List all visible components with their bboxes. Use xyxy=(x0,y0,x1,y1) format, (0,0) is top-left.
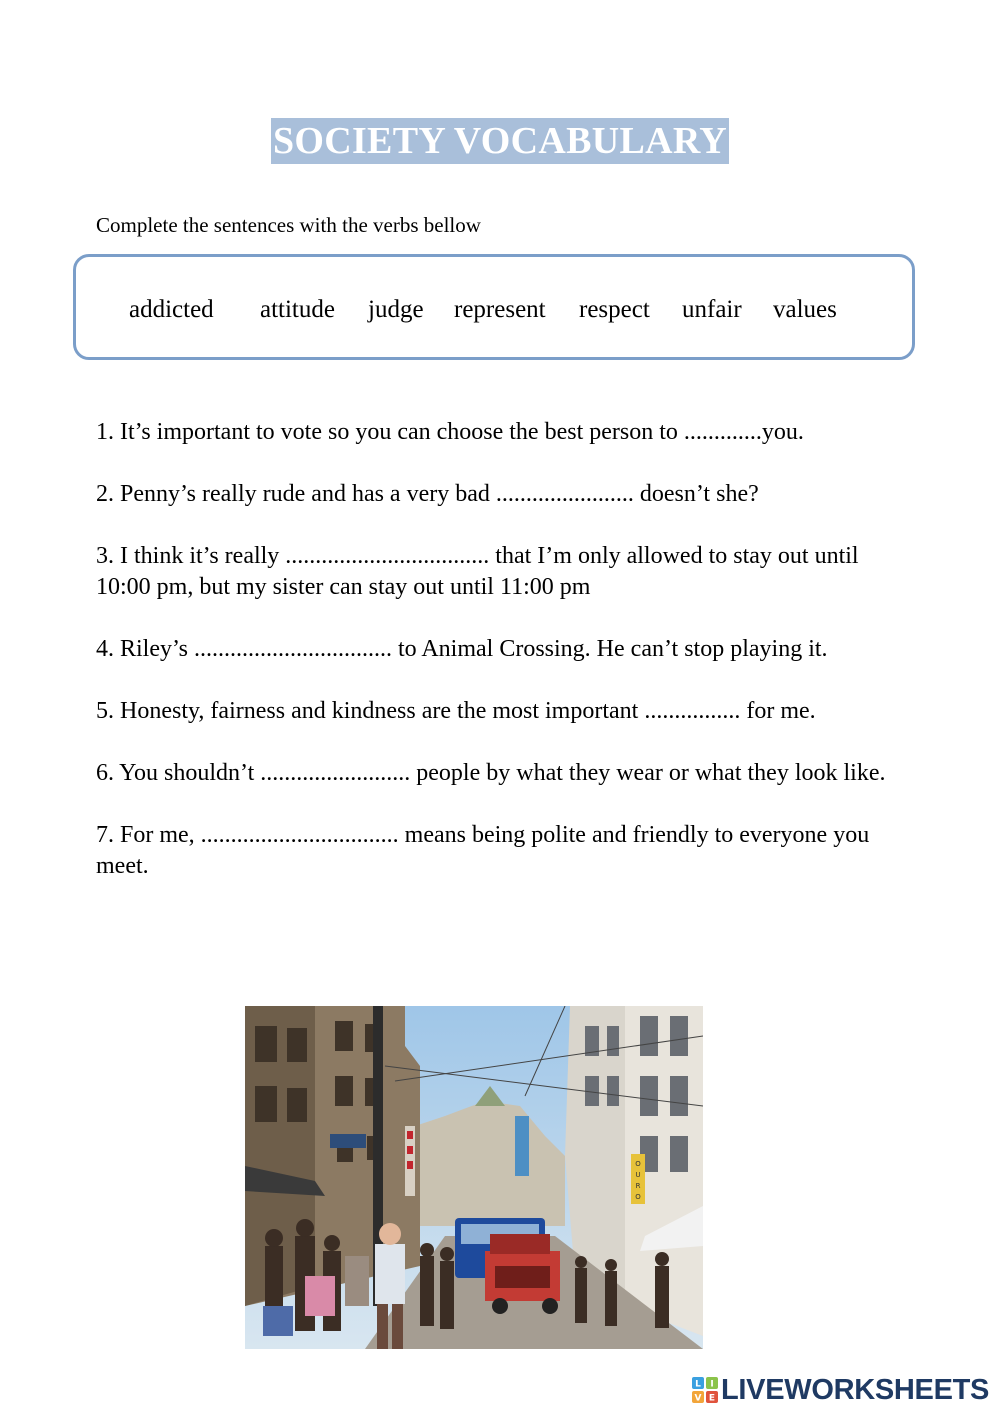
sentence-item: 6. You shouldn’t ......................... people by what they wear or what they look like. xyxy=(96,760,886,786)
word-bank-item[interactable]: values xyxy=(773,296,837,323)
sentence-item: 3. I think it’s really .................................. that I’m only allowed to stay out until 10:00 pm, but my sister can stay out until 11:00 pm xyxy=(96,543,859,600)
worksheet-title: SOCIETY VOCABULARY xyxy=(272,120,728,162)
liveworksheets-logo-icon xyxy=(692,1377,718,1403)
street-photo xyxy=(245,1006,703,1349)
sentence-list xyxy=(96,417,916,913)
word-bank-item[interactable]: judge xyxy=(368,296,424,323)
brand-name[interactable]: LIVEWORKSHEETS xyxy=(721,1373,990,1406)
word-bank-box xyxy=(73,254,915,360)
brand-footer xyxy=(692,1372,989,1408)
sentence-item: 7. For me, ................................. means being polite and friendly to everyone you meet. xyxy=(96,822,870,879)
street-photo-image xyxy=(245,1006,703,1349)
logo-letter: I xyxy=(710,1379,714,1390)
word-bank-item[interactable]: unfair xyxy=(682,296,742,323)
word-bank-item[interactable]: addicted xyxy=(129,296,214,323)
sentence-item: 1. It’s important to vote so you can choose the best person to .............you. xyxy=(96,419,804,445)
sentence-item: 4. Riley’s ................................. to Animal Crossing. He can’t stop playing it. xyxy=(96,636,828,662)
instruction-text: Complete the sentences with the verbs bellow xyxy=(96,213,481,237)
title-container xyxy=(0,118,1000,164)
ouro-sign: U xyxy=(635,1171,641,1179)
ouro-sign: R xyxy=(635,1182,641,1190)
ouro-sign: O xyxy=(635,1160,641,1168)
ouro-sign: O xyxy=(635,1193,641,1201)
logo-letter: L xyxy=(695,1379,701,1390)
sentence-item: 2. Penny’s really rude and has a very bad ....................... doesn’t she? xyxy=(96,481,759,507)
logo-letter: E xyxy=(708,1393,716,1403)
sentence-item: 5. Honesty, fairness and kindness are the most important ................ for me. xyxy=(96,698,816,724)
logo-letter: V xyxy=(694,1393,702,1403)
word-bank-item[interactable]: respect xyxy=(579,296,650,323)
word-bank-item[interactable]: attitude xyxy=(260,296,335,323)
word-bank-item[interactable]: represent xyxy=(454,296,546,323)
